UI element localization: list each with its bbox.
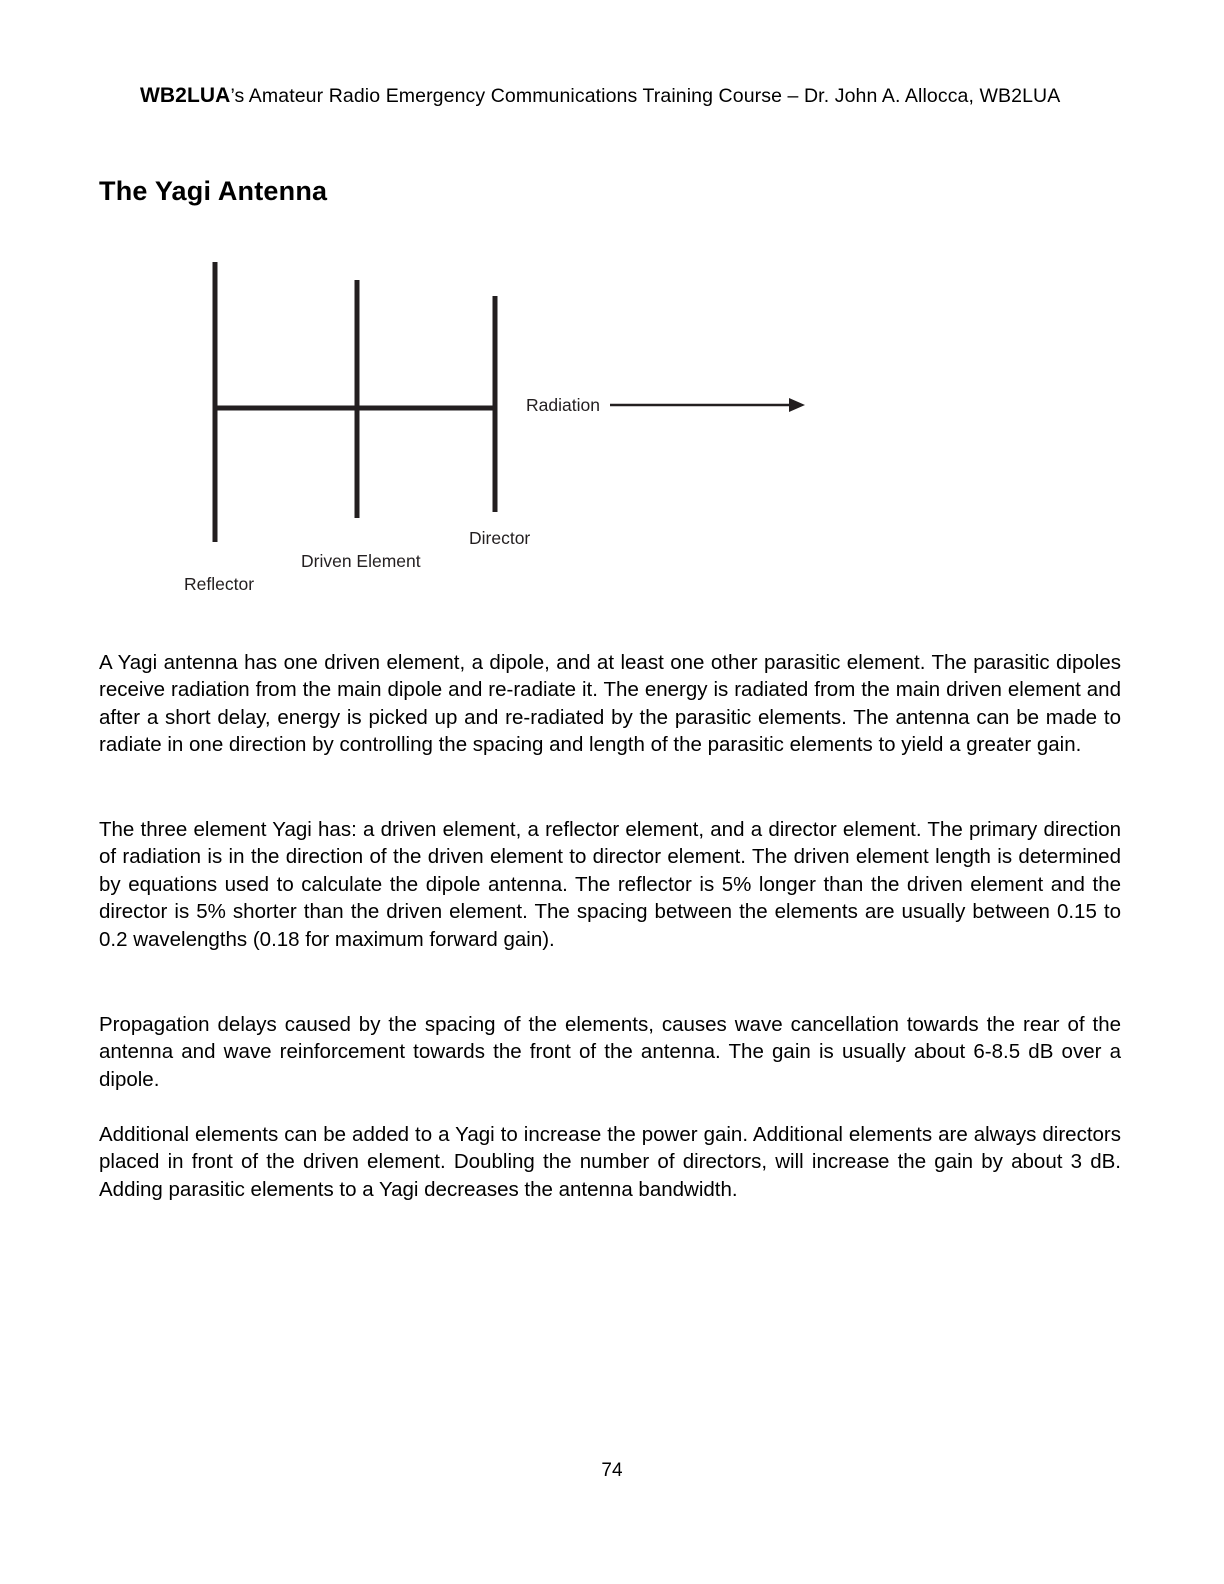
figure-label-driven-element: Driven Element [301, 551, 421, 571]
figure-label-radiation: Radiation [526, 395, 600, 415]
page-number: 74 [601, 1460, 623, 1481]
radiation-arrow-head [789, 398, 805, 412]
figure-label-director: Director [469, 528, 531, 548]
body-paragraph: A Yagi antenna has one driven element, a dipole, and at least one other parasitic element. The parasitic dipoles receive radiation from the main dipole and re-radiate it. The energy is radiated from the main driven element and after a short delay, energy is picked up and re-radiated by the parasitic elements. The antenna can be made to radiate in one direction by controlling the spacing and length of the parasitic elements to yield a greater gain. [99, 650, 1121, 756]
body-paragraph: The three element Yagi has: a driven element, a reflector element, and a director element. The primary direction of radiation is in the direction of the driven element to director element. The driven element length is determined by equations used to calculate the dipole antenna. The reflector is 5% longer than the driven element and the director is 5% shorter than the driven element. The spacing between the elements are usually between 0.15 to 0.2 wavelengths (0.18 for maximum forward gain). [99, 817, 1121, 951]
figure-label-reflector: Reflector [184, 574, 255, 594]
page-header [140, 84, 1084, 108]
yagi-antenna-figure [99, 240, 859, 600]
body-paragraph: Additional elements can be added to a Yagi to increase the power gain. Additional elements are always directors placed in front of the driven element. Doubling the number of directors, will increase the gain by about 3 dB. Adding parasitic elements to a Yagi decreases the antenna bandwidth. [99, 1122, 1121, 1201]
header-text: ’s Amateur Radio Emergency Communications Training Course – Dr. John A. Allocca, WB2LUA [230, 85, 1061, 107]
header-callsign: WB2LUA [140, 84, 231, 107]
page-title: The Yagi Antenna [99, 176, 328, 207]
body-paragraph: Propagation delays caused by the spacing of the elements, causes wave cancellation towards the rear of the antenna and wave reinforcement towards the front of the antenna. The gain is usually about 6-8.5 dB over a dipole. [99, 1012, 1121, 1091]
